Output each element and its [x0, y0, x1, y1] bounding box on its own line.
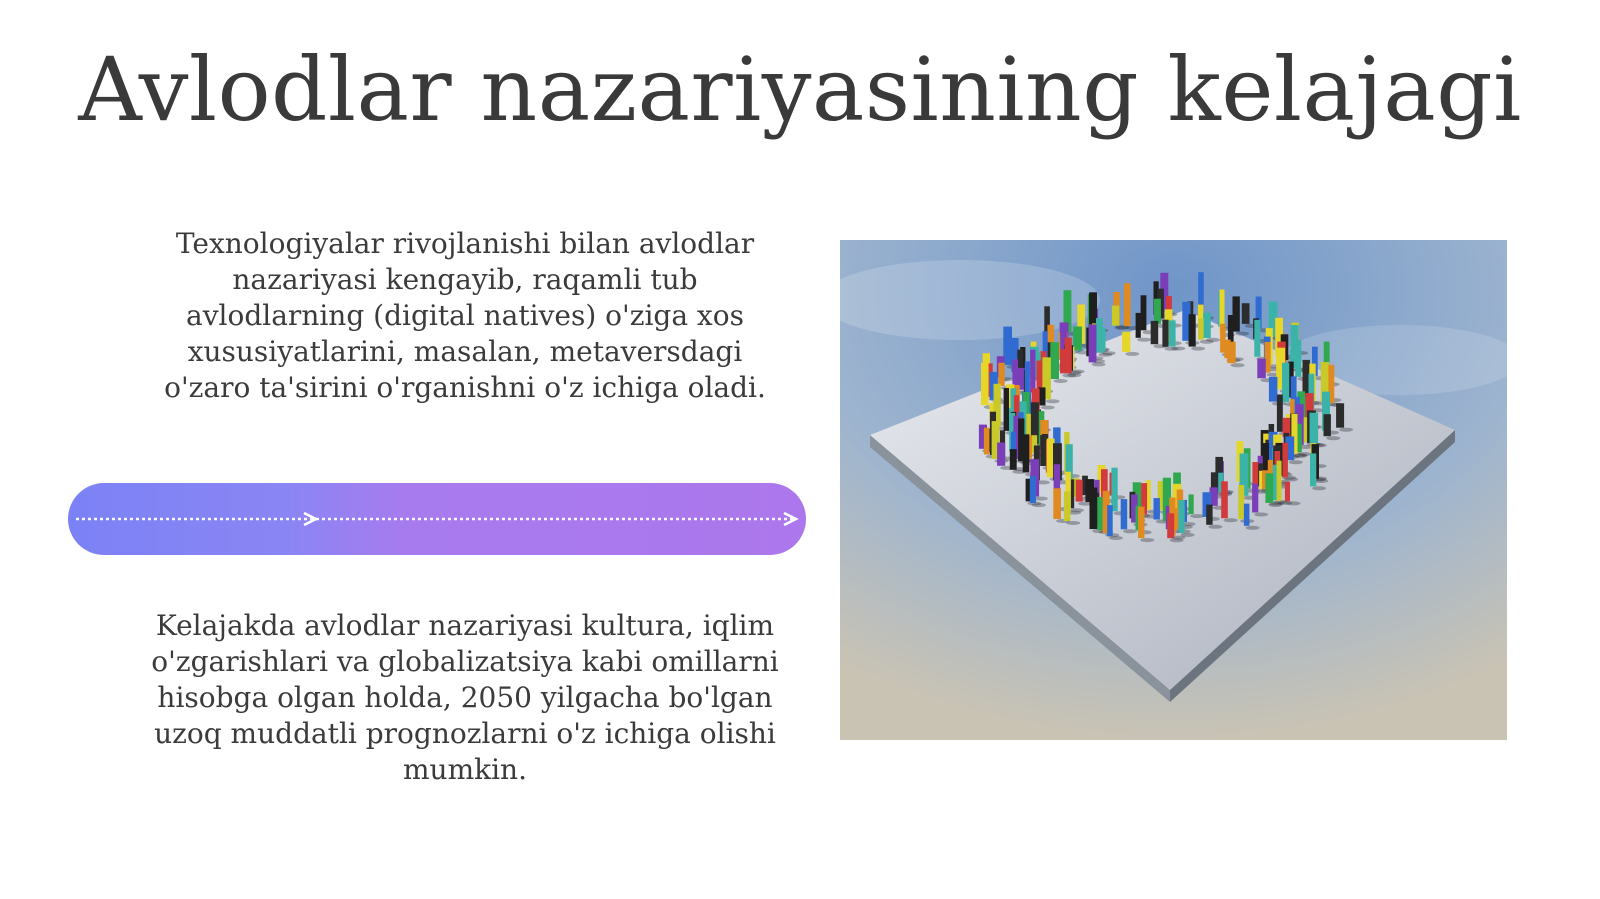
crowd-figure: [1089, 324, 1097, 362]
slide-title: Avlodlar nazariyasining kelajagi: [78, 38, 1522, 141]
crowd-figure: [1282, 363, 1289, 402]
crowd-figure: [1254, 320, 1260, 357]
crowd-shadow: [1297, 452, 1311, 456]
timeline-arrows: [68, 483, 806, 555]
crowd-figure: [1151, 321, 1159, 344]
crowd-figure: [1310, 453, 1316, 486]
crowd-figure: [1265, 473, 1273, 503]
crowd-figure: [1004, 388, 1009, 431]
crowd-figure: [1189, 494, 1194, 514]
crowd-figure: [1198, 318, 1204, 340]
crowd-shadow: [1137, 338, 1151, 342]
crowd-figure: [1227, 342, 1235, 364]
crowd-shadow: [1246, 526, 1260, 530]
crowd-figure: [1282, 443, 1288, 478]
crowd-shadow: [1070, 508, 1084, 512]
crowd-figure: [1252, 484, 1258, 513]
crowd-figure: [1189, 314, 1196, 346]
crowd-figure: [1238, 485, 1244, 519]
crowd-shadow: [1046, 399, 1060, 403]
crowd-figure: [981, 363, 989, 405]
crowd-shadow: [1123, 529, 1137, 533]
crowd-figure: [1138, 507, 1145, 538]
crowd-figure: [1206, 505, 1212, 525]
crowd-figure: [1336, 403, 1344, 427]
crowd-figure: [1154, 299, 1161, 324]
crowd-figure: [997, 443, 1005, 466]
crowd-shadow: [1339, 428, 1353, 432]
crowd-figure: [1073, 327, 1082, 351]
crowd-figure: [1285, 482, 1290, 502]
crowd-figure: [1178, 500, 1184, 533]
crowd-shadow: [1206, 338, 1220, 342]
crowd-figure: [1277, 395, 1283, 432]
crowd-figure: [1295, 340, 1301, 377]
people-circle-on-platform-image: [840, 240, 1507, 740]
crowd-figure: [1310, 413, 1319, 444]
crowd-figure: [1107, 505, 1113, 536]
crowd-figure: [1076, 480, 1083, 502]
paragraph-bottom: Kelajakda avlodlar nazariyasi kultura, iqlim o'zgarishlari va globalizatsiya kabi omillarni hisobga olgan holda, 2050 yilgacha bo'lgan uzoq muddatli prognozlarni o'z ichiga olishi mumkin.: [151, 609, 779, 786]
crowd-figure: [1257, 359, 1266, 379]
crowd-figure: [1003, 327, 1012, 365]
crowd-figure: [1023, 434, 1030, 472]
crowd-figure: [1096, 318, 1103, 353]
crowd-figure: [1167, 513, 1174, 538]
crowd-figure: [1162, 320, 1168, 347]
crowd-figure: [1097, 497, 1103, 530]
crowd-figure: [984, 428, 990, 455]
crowd-shadow: [1208, 525, 1222, 529]
crowd-figure: [1053, 488, 1061, 519]
crowd-figure: [1269, 377, 1278, 402]
crowd-shadow: [1190, 514, 1204, 518]
crowd-shadow: [1181, 533, 1195, 537]
crowd-figure: [1030, 350, 1035, 392]
crowd-shadow: [1289, 460, 1303, 464]
crowd-figure: [1169, 320, 1176, 346]
crowd-shadow: [1224, 518, 1238, 522]
crowd-shadow: [1125, 352, 1139, 356]
crowd-figure: [1111, 468, 1117, 512]
crowd-shadow: [1312, 486, 1326, 490]
illustration-image: [840, 240, 1507, 740]
crowd-figure: [1112, 306, 1119, 326]
crowd-figure: [1277, 461, 1282, 501]
crowd-figure: [1010, 449, 1017, 470]
crowd-figure: [1221, 481, 1228, 518]
crowd-figure: [1244, 504, 1250, 526]
crowd-shadow: [1041, 406, 1055, 410]
crowd-figure: [1122, 332, 1130, 352]
crowd-shadow: [1191, 347, 1205, 351]
crowd-figure: [1121, 499, 1128, 529]
timeline-bar: [68, 483, 806, 555]
crowd-shadow: [1254, 513, 1268, 517]
crowd-figure: [1060, 349, 1067, 373]
crowd-shadow: [1054, 379, 1068, 383]
crowd-figure: [1291, 376, 1297, 400]
crowd-figure: [1124, 283, 1131, 326]
crowd-shadow: [1171, 347, 1185, 351]
crowd-shadow: [1231, 363, 1245, 367]
crowd-figure: [1030, 476, 1036, 503]
crowd-figure: [1064, 491, 1071, 521]
crowd-figure: [1154, 498, 1160, 519]
crowd-figure: [1242, 303, 1250, 324]
crowd-figure: [998, 363, 1004, 386]
crowd-figure: [1203, 313, 1211, 338]
crowd-figure: [1050, 342, 1059, 379]
crowd-figure: [1136, 313, 1141, 338]
crowd-figure: [1324, 414, 1331, 436]
crowd-shadow: [1326, 436, 1340, 440]
crowd-shadow: [1140, 538, 1154, 542]
crowd-figure: [1090, 488, 1098, 530]
paragraph-top: Texnologiyalar rivojlanishi bilan avlodlar nazariyasi kengayib, raqamli tub avlodlarning (digital natives) o'ziga xos xususiyatlarini, masalan, metaversdagi o'zaro ta'sirini o'rganishni o'z ichiga oladi.: [164, 227, 766, 404]
crowd-figure: [1141, 295, 1147, 330]
crowd-shadow: [1235, 332, 1249, 336]
